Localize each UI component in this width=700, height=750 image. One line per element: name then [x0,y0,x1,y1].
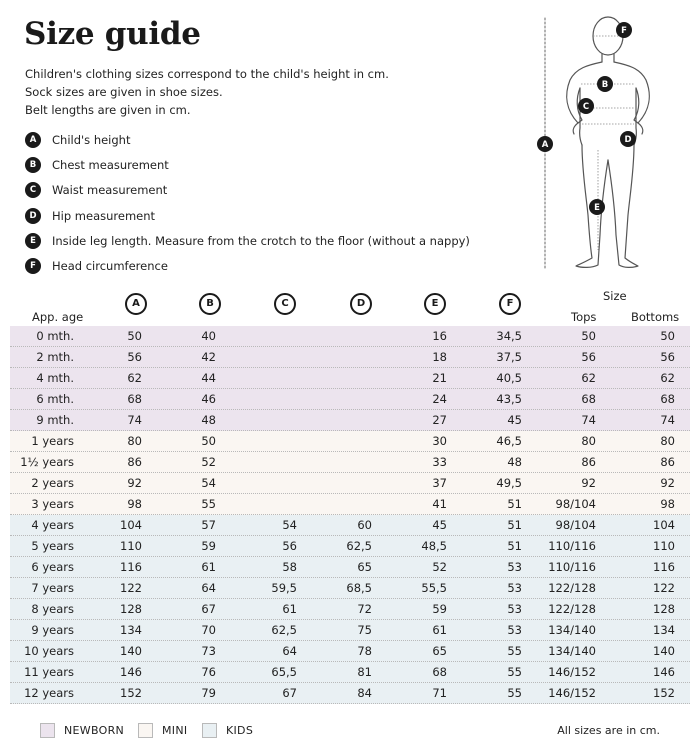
chest-cell: 46 [201,392,216,406]
inside-leg-cell: 61 [432,623,447,637]
table-row [10,599,690,620]
table-row [10,431,690,452]
chest-cell: 61 [201,560,216,574]
age-cell: 8 years [31,602,74,616]
badge-d-icon: D [25,208,41,224]
height-cell: 128 [120,602,142,616]
header-badge-e-icon: E [424,293,446,315]
age-cell: 1 years [31,434,74,448]
waist-cell: 64 [282,644,297,658]
bottoms-size-cell: 110 [653,539,675,553]
bottoms-size-cell: 146 [653,665,675,679]
legend-label: Waist measurement [52,183,168,197]
chest-cell: 70 [201,623,216,637]
inside-leg-cell: 37 [432,476,447,490]
bottoms-size-cell: 74 [660,413,675,427]
inside-leg-cell: 27 [432,413,447,427]
head-cell: 37,5 [496,350,522,364]
kids-swatch [202,723,217,738]
chest-cell: 76 [201,665,216,679]
age-cell: 3 years [31,497,74,511]
badge-c-icon: C [25,182,41,198]
badge-f-icon: F [25,258,41,274]
chest-cell: 48 [201,413,216,427]
bottoms-size-cell: 98 [660,497,675,511]
chest-cell: 42 [201,350,216,364]
hip-cell: 78 [357,644,372,658]
height-cell: 62 [127,371,142,385]
tops-size-cell: 146/152 [548,665,596,679]
height-cell: 74 [127,413,142,427]
legend-label: Hip measurement [52,209,156,223]
age-cell: 12 years [24,686,74,700]
mini-swatch [138,723,153,738]
intro-line: Belt lengths are given in cm. [25,103,191,117]
age-cell: 6 years [31,560,74,574]
hip-cell: 81 [357,665,372,679]
legend-label: Head circumference [52,259,168,273]
units-note: All sizes are in cm. [557,724,660,737]
intro-line: Sock sizes are given in shoe sizes. [25,85,223,99]
table-row [10,557,690,578]
tops-size-cell: 50 [581,329,596,343]
chest-cell: 73 [201,644,216,658]
waist-cell: 62,5 [271,623,297,637]
bottoms-size-cell: 50 [660,329,675,343]
table-row [10,536,690,557]
height-cell: 56 [127,350,142,364]
chest-cell: 52 [201,455,216,469]
height-cell: 146 [120,665,142,679]
chest-cell: 50 [201,434,216,448]
chest-cell: 55 [201,497,216,511]
inside-leg-cell: 52 [432,560,447,574]
inside-leg-cell: 30 [432,434,447,448]
table-row [10,452,690,473]
waist-cell: 59,5 [271,581,297,595]
chest-cell: 54 [201,476,216,490]
hip-cell: 75 [357,623,372,637]
figure-label-b: B [601,80,609,90]
head-cell: 55 [507,665,522,679]
chest-cell: 44 [201,371,216,385]
table-row [10,410,690,431]
height-cell: 80 [127,434,142,448]
age-cell: 2 years [31,476,74,490]
height-cell: 122 [120,581,142,595]
table-row [10,473,690,494]
inside-leg-cell: 45 [432,518,447,532]
tops-size-cell: 56 [581,350,596,364]
table-row [10,683,690,704]
intro-text [25,65,389,119]
table-row [10,620,690,641]
age-cell: 11 years [24,665,74,679]
head-cell: 34,5 [496,329,522,343]
tops-size-cell: 80 [581,434,596,448]
inside-leg-cell: 71 [432,686,447,700]
tops-size-cell: 74 [581,413,596,427]
hip-cell: 62,5 [346,539,372,553]
head-cell: 53 [507,623,522,637]
waist-cell: 67 [282,686,297,700]
header-badge-c-icon: C [274,293,296,315]
tops-size-cell: 62 [581,371,596,385]
height-cell: 116 [120,560,142,574]
inside-leg-cell: 48,5 [421,539,447,553]
age-cell: 0 mth. [36,329,74,343]
age-cell: 9 mth. [36,413,74,427]
table-row [10,494,690,515]
inside-leg-cell: 24 [432,392,447,406]
table-row [10,578,690,599]
head-cell: 45 [507,413,522,427]
inside-leg-cell: 21 [432,371,447,385]
bottoms-size-cell: 62 [660,371,675,385]
height-cell: 134 [120,623,142,637]
tops-size-cell: 68 [581,392,596,406]
inside-leg-cell: 33 [432,455,447,469]
legend-label: Chest measurement [52,158,169,172]
bottoms-size-cell: 104 [653,518,675,532]
bottoms-size-cell: 92 [660,476,675,490]
height-cell: 68 [127,392,142,406]
inside-leg-cell: 59 [432,602,447,616]
bottoms-size-cell: 56 [660,350,675,364]
age-cell: 1½ years [20,455,74,469]
inside-leg-cell: 68 [432,665,447,679]
chest-cell: 79 [201,686,216,700]
head-cell: 51 [507,539,522,553]
height-cell: 110 [120,539,142,553]
tops-size-cell: 134/140 [548,644,596,658]
header-badge-b-icon: B [199,293,221,315]
table-row [10,389,690,410]
head-cell: 43,5 [496,392,522,406]
bottoms-size-cell: 152 [653,686,675,700]
bottoms-size-cell: 134 [653,623,675,637]
header-badge-d-icon: D [350,293,372,315]
head-cell: 40,5 [496,371,522,385]
inside-leg-cell: 41 [432,497,447,511]
age-cell: 7 years [31,581,74,595]
height-cell: 98 [127,497,142,511]
head-cell: 53 [507,560,522,574]
head-cell: 46,5 [496,434,522,448]
head-cell: 55 [507,686,522,700]
chest-cell: 57 [201,518,216,532]
head-cell: 48 [507,455,522,469]
key-label: MINI [162,724,188,737]
head-cell: 51 [507,518,522,532]
head-cell: 53 [507,602,522,616]
legend-label: Inside leg length. Measure from the crotch to the floor (without a nappy) [52,234,470,248]
bottoms-size-cell: 116 [653,560,675,574]
head-cell: 49,5 [496,476,522,490]
age-cell: 6 mth. [36,392,74,406]
table-row [10,368,690,389]
tops-column-header: Tops [571,310,597,324]
inside-leg-cell: 16 [432,329,447,343]
table-row [10,326,690,347]
bottoms-column-header: Bottoms [631,310,680,324]
bottoms-size-cell: 86 [660,455,675,469]
height-cell: 152 [120,686,142,700]
age-cell: 5 years [31,539,74,553]
newborn-swatch [40,723,55,738]
height-cell: 104 [120,518,142,532]
figure-label-a: A [541,140,549,150]
key-label: KIDS [226,724,254,737]
badge-a-icon: A [25,132,41,148]
inside-leg-cell: 65 [432,644,447,658]
waist-cell: 54 [282,518,297,532]
figure-label-f: F [621,26,627,36]
chest-cell: 59 [201,539,216,553]
inside-leg-cell: 18 [432,350,447,364]
bottoms-size-cell: 140 [653,644,675,658]
waist-cell: 61 [282,602,297,616]
table-row [10,641,690,662]
chest-cell: 40 [201,329,216,343]
tops-size-cell: 92 [581,476,596,490]
figure-label-c: C [582,102,590,112]
age-cell: 10 years [24,644,74,658]
age-cell: 2 mth. [36,350,74,364]
child-figure-illustration [530,10,690,275]
badge-b-icon: B [25,157,41,173]
table-row [10,347,690,368]
tops-size-cell: 86 [581,455,596,469]
tops-size-cell: 122/128 [548,581,596,595]
inside-leg-cell: 55,5 [421,581,447,595]
figure-label-e: E [594,203,600,213]
bottoms-size-cell: 128 [653,602,675,616]
age-cell: 4 years [31,518,74,532]
header-badge-a-icon: A [125,293,147,315]
age-cell: 4 mth. [36,371,74,385]
height-cell: 140 [120,644,142,658]
tops-size-cell: 98/104 [555,497,596,511]
age-column-header: App. age [32,310,84,324]
head-cell: 51 [507,497,522,511]
height-cell: 50 [127,329,142,343]
head-cell: 53 [507,581,522,595]
table-row [10,515,690,536]
tops-size-cell: 122/128 [548,602,596,616]
chest-cell: 67 [201,602,216,616]
tops-size-cell: 98/104 [555,518,596,532]
age-cell: 9 years [31,623,74,637]
header-badge-f-icon: F [499,293,521,315]
bottoms-size-cell: 80 [660,434,675,448]
badge-e-icon: E [25,233,41,249]
tops-size-cell: 110/116 [548,560,596,574]
hip-cell: 65 [357,560,372,574]
height-cell: 86 [127,455,142,469]
intro-line: Children's clothing sizes correspond to the child's height in cm. [25,67,389,81]
tops-size-cell: 110/116 [548,539,596,553]
waist-cell: 56 [282,539,297,553]
hip-cell: 72 [357,602,372,616]
figure-label-d: D [624,135,632,145]
bottoms-size-cell: 122 [653,581,675,595]
key-label: NEWBORN [64,724,125,737]
head-cell: 55 [507,644,522,658]
height-cell: 92 [127,476,142,490]
size-column-header: Size [603,289,627,303]
hip-cell: 68,5 [346,581,372,595]
tops-size-cell: 146/152 [548,686,596,700]
page-title: Size guide [24,16,201,52]
size-table [10,326,690,704]
waist-cell: 58 [282,560,297,574]
hip-cell: 84 [357,686,372,700]
waist-cell: 65,5 [271,665,297,679]
legend-label: Child's height [52,133,131,147]
tops-size-cell: 134/140 [548,623,596,637]
chest-cell: 64 [201,581,216,595]
hip-cell: 60 [357,518,372,532]
table-row [10,662,690,683]
bottoms-size-cell: 68 [660,392,675,406]
